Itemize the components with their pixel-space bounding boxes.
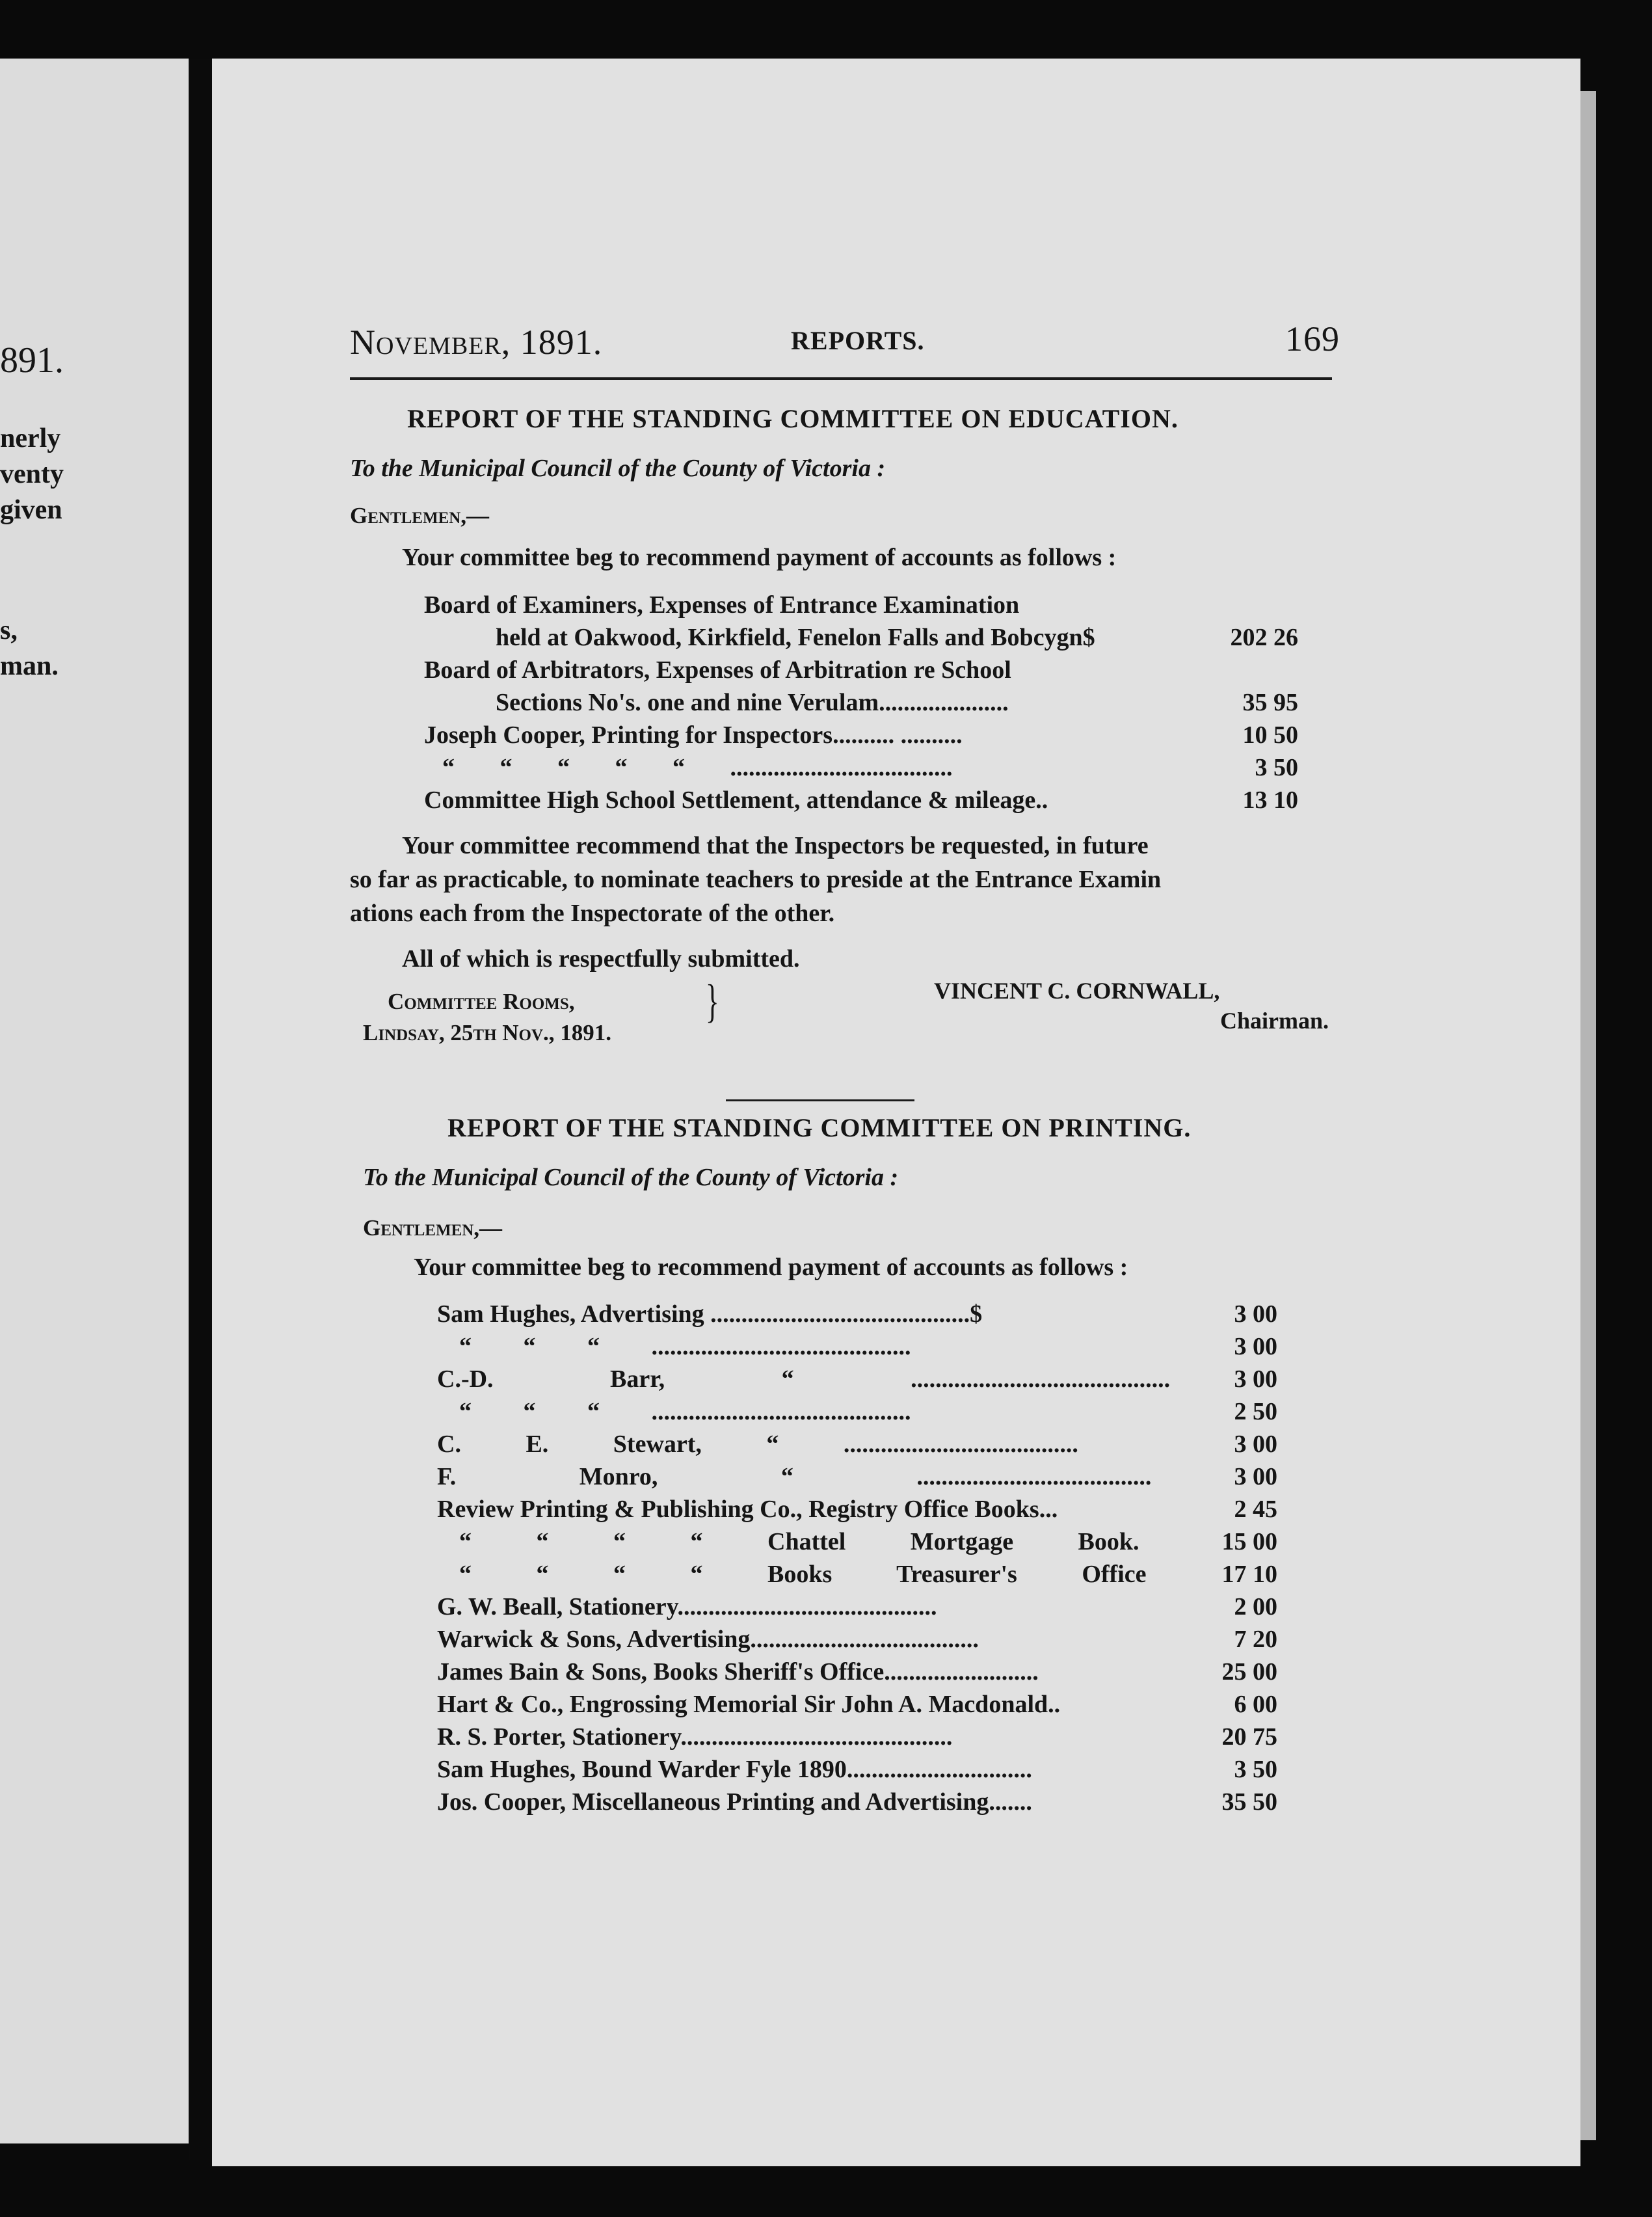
header-section: REPORTS. <box>791 326 925 355</box>
printing-item-amount: 6 00 <box>1234 1691 1277 1718</box>
printing-item-amount: 2 00 <box>1234 1593 1277 1620</box>
printing-item-amount: 3 00 <box>1234 1333 1277 1360</box>
printing-item-amount: 20 75 <box>1221 1723 1277 1751</box>
education-item-text: Board of Arbitrators, Expenses of Arbitration re School <box>424 656 1011 684</box>
education-recommendation-line: ations each from the Inspectorate of the other. <box>350 900 835 927</box>
education-intro: Your committee beg to recommend payment of accounts as follows : <box>402 544 1117 571</box>
education-item-amount: 35 95 <box>1242 689 1298 716</box>
education-recommendation-line: Your committee recommend that the Inspectors be requested, in future <box>402 832 1149 859</box>
education-item-text: Board of Examiners, Expenses of Entrance Examination <box>424 591 1020 619</box>
printing-item-amount: 15 00 <box>1221 1528 1277 1555</box>
printing-item-text: Review Printing & Publishing Co., Registry Office Books... <box>437 1496 1058 1523</box>
left-page-line: given <box>0 495 62 525</box>
committee-date: Lindsay, 25th Nov., 1891. <box>363 1020 612 1045</box>
education-item-text: held at Oakwood, Kirkfield, Fenelon Falls and Bobcygn$ <box>496 624 1095 651</box>
brace: } <box>705 975 719 1027</box>
page-edge <box>1580 91 1596 2140</box>
education-item-text: “ “ “ “ “ .................................... <box>442 754 953 781</box>
printing-item-amount: 35 50 <box>1221 1788 1277 1816</box>
printing-item-text: “ “ “ “ Books Treasurer's Office <box>459 1561 1147 1588</box>
printing-item-text: Sam Hughes, Advertising ..........................................$ <box>437 1300 983 1328</box>
printing-item-text: Hart & Co., Engrossing Memorial Sir John A. Macdonald.. <box>437 1691 1061 1718</box>
printing-item-text: C. E. Stewart, “ ...................................... <box>437 1431 1078 1458</box>
printing-item-text: G. W. Beall, Stationery.......................................... <box>437 1593 937 1620</box>
education-item-amount: 202 26 <box>1230 624 1298 651</box>
printing-item-amount: 3 00 <box>1234 1431 1277 1458</box>
printing-item-text: “ “ “ “ Chattel Mortgage Book. <box>459 1528 1139 1555</box>
page-number: 169 <box>1285 319 1340 358</box>
printing-item-text: R. S. Porter, Stationery............................................ <box>437 1723 953 1751</box>
left-page-line: man. <box>0 651 59 681</box>
education-item-text: Sections No's. one and nine Verulam..................... <box>496 689 1009 716</box>
education-item-amount: 3 50 <box>1255 754 1298 781</box>
committee-rooms: Committee Rooms, <box>388 989 575 1014</box>
printing-item-amount: 7 20 <box>1234 1626 1277 1653</box>
education-report-title: REPORT OF THE STANDING COMMITTEE ON EDUCATION. <box>407 404 1179 433</box>
section-divider <box>726 1099 914 1101</box>
printing-address: To the Municipal Council of the County of Victoria : <box>363 1164 899 1191</box>
education-item-amount: 13 10 <box>1242 786 1298 814</box>
printing-item-amount: 3 00 <box>1234 1463 1277 1490</box>
left-page-line: 891. <box>0 340 64 381</box>
document-page <box>212 59 1580 2166</box>
printing-item-amount: 2 45 <box>1234 1496 1277 1523</box>
education-item-amount: 10 50 <box>1242 721 1298 749</box>
printing-report-title: REPORT OF THE STANDING COMMITTEE ON PRINTING. <box>447 1113 1192 1142</box>
printing-item-text: F. Monro, “ ...................................... <box>437 1463 1152 1490</box>
printing-intro: Your committee beg to recommend payment of accounts as follows : <box>414 1254 1128 1281</box>
printing-item-amount: 17 10 <box>1221 1561 1277 1588</box>
signatory-name: VINCENT C. CORNWALL, <box>934 978 1220 1004</box>
printing-item-text: Sam Hughes, Bound Warder Fyle 1890.............................. <box>437 1756 1032 1783</box>
printing-item-text: James Bain & Sons, Books Sheriff's Office......................... <box>437 1658 1039 1686</box>
education-item-text: Joseph Cooper, Printing for Inspectors.......... .......... <box>424 721 963 749</box>
printing-item-amount: 3 00 <box>1234 1365 1277 1393</box>
printing-item-text: “ “ “ .......................................... <box>459 1398 911 1425</box>
printing-item-amount: 3 50 <box>1234 1756 1277 1783</box>
education-address: To the Municipal Council of the County of Victoria : <box>350 455 886 482</box>
book-gutter <box>189 59 212 2160</box>
education-item-text: Committee High School Settlement, attendance & mileage.. <box>424 786 1048 814</box>
left-page-line: nerly <box>0 423 61 453</box>
printing-item-text: C.-D. Barr, “ .......................................... <box>437 1365 1171 1393</box>
education-closing: All of which is respectfully submitted. <box>402 945 800 973</box>
printing-item-text: Warwick & Sons, Advertising..................................... <box>437 1626 979 1653</box>
printing-salutation: Gentlemen,— <box>363 1215 503 1241</box>
header-rule <box>350 377 1332 380</box>
printing-item-amount: 25 00 <box>1221 1658 1277 1686</box>
education-recommendation-line: so far as practicable, to nominate teachers to preside at the Entrance Examin <box>350 866 1162 893</box>
signatory-title: Chairman. <box>1220 1008 1329 1034</box>
left-page-fragment <box>0 59 189 2143</box>
left-page-line: venty <box>0 459 64 489</box>
education-salutation: Gentlemen,— <box>350 503 490 528</box>
header-date: November, 1891. <box>350 323 603 362</box>
printing-item-text: Jos. Cooper, Miscellaneous Printing and Advertising....... <box>437 1788 1032 1816</box>
printing-item-amount: 2 50 <box>1234 1398 1277 1425</box>
printing-item-text: “ “ “ .......................................... <box>459 1333 911 1360</box>
printing-item-amount: 3 00 <box>1234 1300 1277 1328</box>
left-page-line: s, <box>0 615 18 645</box>
